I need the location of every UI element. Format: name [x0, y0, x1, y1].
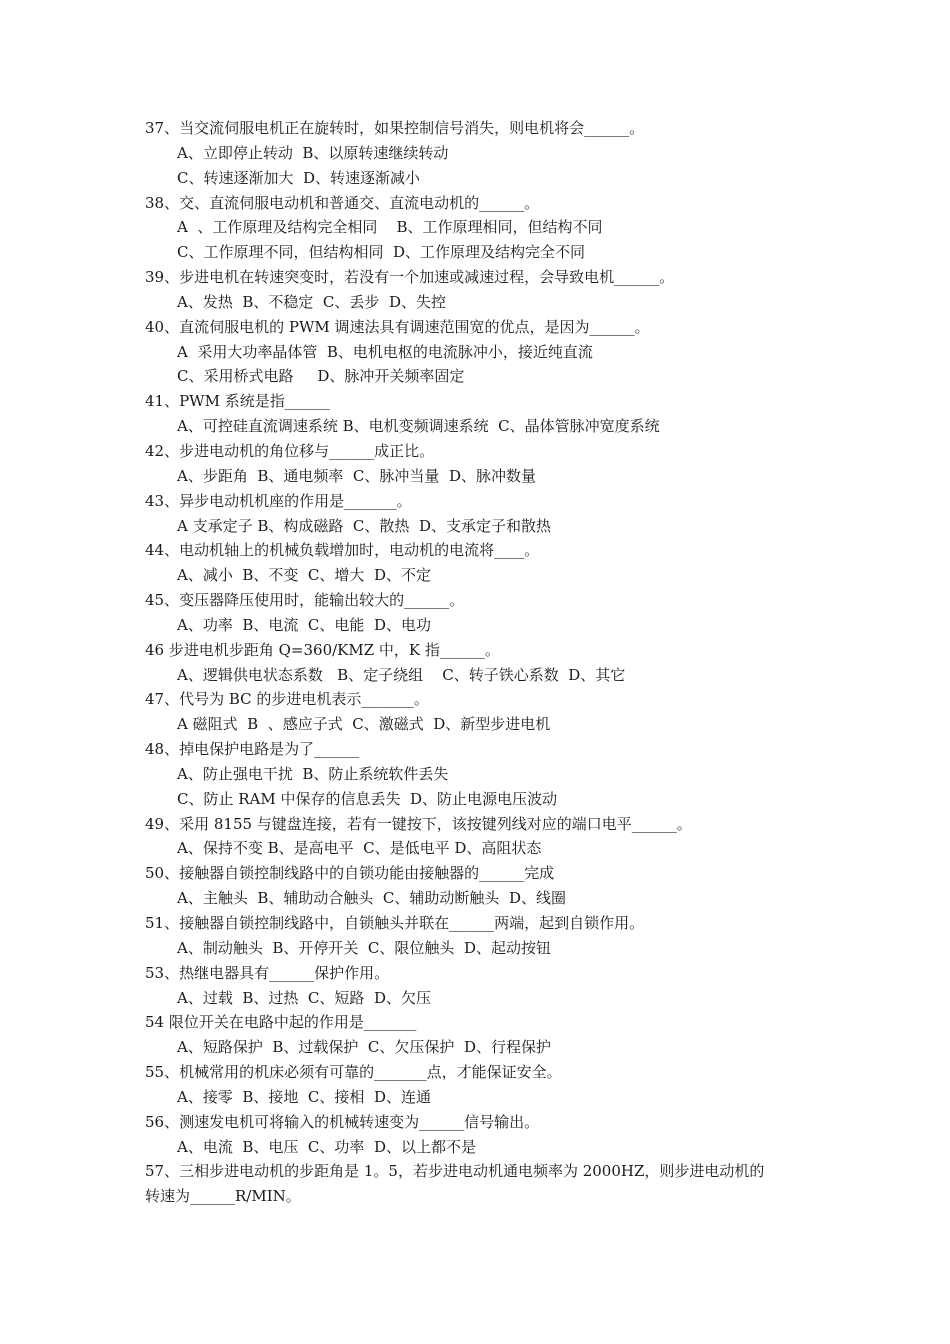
option-line: A 支承定子 B、构成磁路 C、散热 D、支承定子和散热: [177, 516, 551, 535]
option-line: A 磁阻式 B 、感应子式 C、激磁式 D、新型步进电机: [177, 715, 551, 734]
question-line: 57、三相步进电动机的步距角是 1。5，若步进电动机通电频率为 2000HZ，则步进电动机的: [145, 1162, 765, 1181]
question-line: 43、异步电动机机座的作用是_______。: [145, 491, 412, 510]
option-line: A、步距角 B、通电频率 C、脉冲当量 D、脉冲数量: [177, 466, 536, 485]
option-line: C、工作原理不同，但结构相同 D、工作原理及结构完全不同: [177, 243, 586, 262]
question-line: 38、交、直流伺服电动机和普通交、直流电动机的______。: [145, 193, 540, 212]
option-line: A、逻辑供电状态系数 B、定子绕组 C、转子铁心系数 D、其它: [177, 665, 626, 684]
option-line: A、电流 B、电压 C、功率 D、以上都不是: [177, 1137, 476, 1156]
option-line: A、制动触头 B、开停开关 C、限位触头 D、起动按钮: [177, 938, 551, 957]
question-line: 53、热继电器具有______保护作用。: [145, 963, 390, 982]
option-line: A、减小 B、不变 C、增大 D、不定: [177, 566, 431, 585]
question-line: 55、机械常用的机床必须有可靠的_______点，才能保证安全。: [145, 1063, 562, 1082]
question-line: 39、步进电机在转速突变时，若没有一个加速或减速过程，会导致电机______。: [145, 268, 675, 287]
option-line: C、采用桥式电路 D、脉冲开关频率固定: [177, 367, 465, 386]
question-line: 47、代号为 BC 的步进电机表示_______。: [145, 690, 429, 709]
question-list: [145, 116, 835, 1209]
question-line: 44、电动机轴上的机械负载增加时，电动机的电流将____。: [145, 541, 540, 560]
question-line: 45、变压器降压使用时，能输出较大的______。: [145, 591, 465, 610]
question-line: 转速为______R/MIN。: [145, 1187, 301, 1206]
option-line: A、过载 B、过热 C、短路 D、欠压: [177, 988, 431, 1007]
question-line: 40、直流伺服电机的 PWM 调速法具有调速范围宽的优点，是因为______。: [145, 317, 650, 336]
option-line: A、发热 B、不稳定 C、丢步 D、失控: [177, 292, 446, 311]
question-line: 56、测速发电机可将输入的机械转速变为______信号输出。: [145, 1112, 540, 1131]
question-line: 49、采用 8155 与键盘连接，若有一键按下，该按键列线对应的端口电平______。: [145, 814, 692, 833]
question-line: 42、步进电动机的角位移与______成正比。: [145, 441, 435, 460]
option-line: C、转速逐渐加大 D、转速逐渐减小: [177, 168, 421, 187]
question-line: 37、当交流伺服电机正在旋转时，如果控制信号消失，则电机将会______。: [145, 119, 645, 137]
option-line: A、主触头 B、辅助动合触头 C、辅助动断触头 D、线圈: [177, 889, 566, 908]
option-line: A、可控硅直流调速系统 B、电机变频调速系统 C、晶体管脉冲宽度系统: [177, 417, 660, 436]
option-line: A、短路保护 B、过载保护 C、欠压保护 D、行程保护: [177, 1038, 551, 1057]
option-line: A 、工作原理及结构完全相同 B、工作原理相同，但结构不同: [177, 218, 603, 237]
question-line: 54 限位开关在电路中起的作用是_______: [145, 1013, 417, 1032]
option-line: A、保持不变 B、是高电平 C、是低电平 D、高阻状态: [177, 839, 542, 858]
question-line: 51、接触器自锁控制线路中，自锁触头并联在______两端，起到自锁作用。: [145, 914, 645, 932]
option-line: A、功率 B、电流 C、电能 D、电功: [177, 615, 431, 634]
option-line: A、立即停止转动 B、以原转速继续转动: [177, 143, 449, 162]
option-line: C、防止 RAM 中保存的信息丢失 D、防止电源电压波动: [177, 789, 558, 808]
question-line: 48、掉电保护电路是为了______: [145, 740, 360, 759]
question-line: 46 步进电机步距角 Q=360/KMZ 中，K 指______。: [145, 640, 500, 659]
option-line: A 采用大功率晶体管 B、电机电枢的电流脉冲小，接近纯直流: [177, 342, 593, 361]
question-line: 41、PWM 系统是指______: [145, 392, 330, 411]
option-line: A、防止强电干扰 B、防止系统软件丢失: [177, 764, 449, 783]
question-line: 50、接触器自锁控制线路中的自锁功能由接触器的______完成: [145, 864, 555, 883]
option-line: A、接零 B、接地 C、接相 D、连通: [177, 1087, 431, 1106]
